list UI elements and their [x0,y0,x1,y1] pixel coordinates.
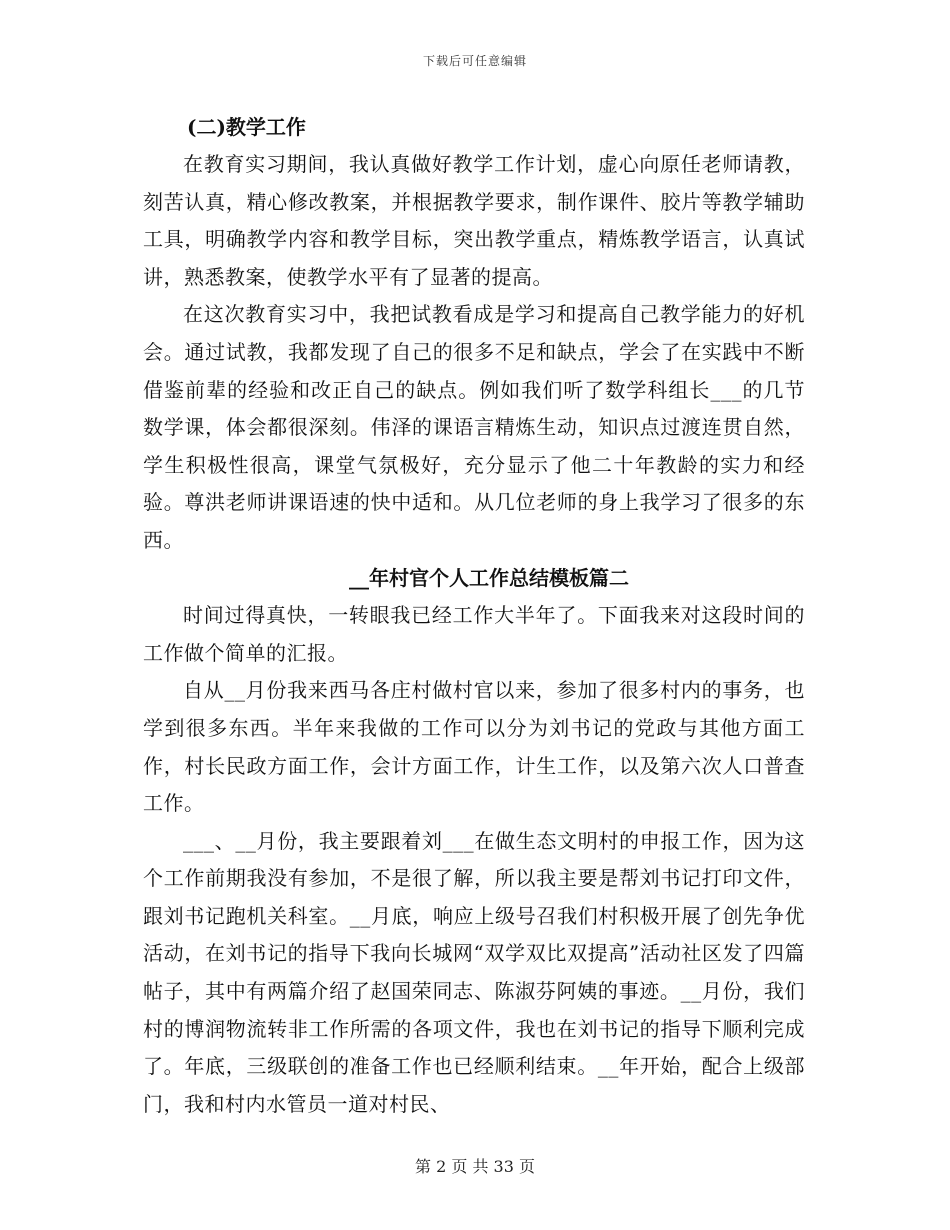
paragraph-work-overview: 自从__月份我来西马各庄村做村官以来，参加了很多村内的事务，也学到很多东西。半年来我做的工作可以分为刘书记的党政与其他方面工作，村长民政方面工作，会计方面工作，计生工作，以及第六次人口普查工作。 [143,678,805,816]
page-header-note: 下载后可任意编辑 [422,54,527,68]
paragraph-work-details: ___、__月份，我主要跟着刘___在做生态文明村的申报工作，因为这个工作前期我没有参加，不是很了解，所以我主要是帮刘书记打印文件，跟刘书记跑机关科室。__月底，响应上级号召我们村积极开展了创先争优活动，在刘书记的指导下我向长城网“双学双比双提高”活动社区发了四篇帖子，其中有两篇介绍了赵国荣同志、陈淑芬阿姨的事迹。__月份，我们村的博润物流转非工作所需的各项文件，我也在刘书记的指导下顺利完成了。年底，三级联创的准备工作也已经顺利结束。__年开始，配合上级部门，我和村内水管员一道对村民、 [143,828,805,1116]
paragraph-trial-teaching: 在这次教育实习中，我把试教看成是学习和提高自己教学能力的好机会。通过试教，我都发现了自己的很多不足和缺点，学会了在实践中不断借鉴前辈的经验和改正自己的缺点。例如我们听了数学科组长___的几节数学课，体会都很深刻。伟泽的课语言精炼生动，知识点过渡连贯自然，学生积极性很高，课堂气氛极好，充分显示了他二十年教龄的实力和经验。尊洪老师讲课语速的快中适和。从几位老师的身上我学习了很多的东西。 [143,302,805,552]
paragraph-teaching-plan: 在教育实习期间，我认真做好教学工作计划，虚心向原任老师请教，刻苦认真，精心修改教案，并根据教学要求，制作课件、胶片等教学辅助工具，明确教学内容和教学目标，突出教学重点，精炼教学语言，认真试讲，熟悉教案，使教学水平有了显著的提高。 [143,152,805,289]
section-heading: (二)教学工作 [187,115,306,139]
document-body [143,108,805,1123]
page-number: 第 2 页 共 33 页 [415,1157,535,1176]
article-title: __年村官个人工作总结模板篇二 [349,565,629,590]
paragraph-intro: 时间过得真快，一转眼我已经工作大半年了。下面我来对这段时间的工作做个简单的汇报。 [143,603,805,665]
